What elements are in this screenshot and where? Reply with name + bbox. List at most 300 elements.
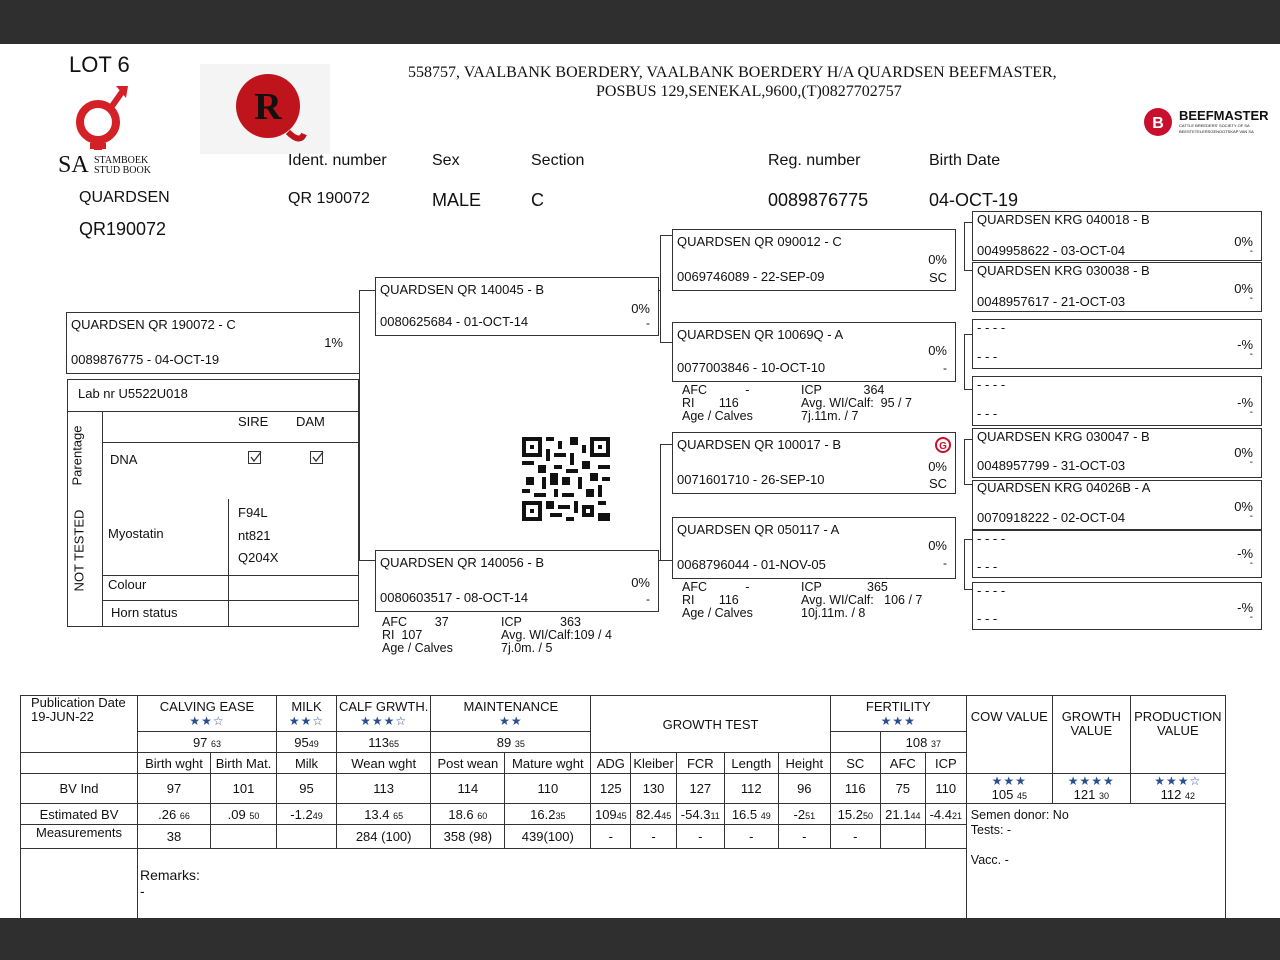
dd-dash: - — [943, 556, 947, 570]
connector — [359, 290, 375, 291]
g1-reg: 0049958622 - 03-OCT-04 — [977, 243, 1126, 258]
growth-value-header: GROWTH VALUE — [1052, 696, 1130, 774]
pedigree-gg-1 — [972, 211, 1262, 261]
g3-pct: -% — [1237, 337, 1253, 352]
g5-name: QUARDSEN KRG 030047 - B — [977, 429, 1150, 444]
ebv-cell — [431, 804, 505, 825]
dd-icp: 365 — [867, 580, 888, 594]
growth-acc: 30 — [1098, 791, 1109, 801]
cow-stars: ★★★ — [991, 774, 1027, 788]
sel-calf-value: 113 — [368, 734, 390, 750]
ebv-acc: 65 — [393, 810, 404, 821]
meas-cell: - — [676, 825, 724, 849]
milk-stars: ★★☆ — [288, 713, 325, 728]
dd-afc: - — [745, 580, 750, 594]
calving-stars: ★★☆ — [189, 713, 225, 728]
cow-acc: 45 — [1016, 791, 1027, 801]
sex-label: Sex — [432, 152, 460, 169]
meas-cell — [211, 825, 277, 849]
growth-value-cell — [1052, 774, 1130, 804]
studbook-line2: STUD BOOK — [94, 165, 151, 176]
calf-stars: ★★★☆ — [360, 713, 408, 728]
meas-cell: - — [631, 825, 676, 849]
col-header: ADG — [591, 753, 631, 774]
remarks-cell — [138, 849, 967, 919]
qr-code-icon — [522, 437, 610, 521]
meas-cell: 38 — [138, 825, 211, 849]
sd-stats-right — [801, 384, 912, 423]
dam-afc-label: AFC — [382, 615, 407, 629]
g3-reg: - - - — [977, 349, 998, 364]
meas-cell — [880, 825, 925, 849]
cow-value-header: COW VALUE — [966, 696, 1052, 774]
sire-dash: - — [646, 316, 650, 330]
pedigree-gg-5 — [972, 428, 1262, 478]
g5-pct: 0% — [1234, 445, 1253, 460]
beefmaster-sub2: BEESTETELERSGENOOTSKAP VAN SA — [1179, 129, 1254, 134]
dd-name: QUARDSEN QR 050117 - A — [677, 522, 840, 537]
sd-afc: - — [745, 383, 750, 397]
g4-reg: - - - — [977, 406, 998, 421]
pedigree-dam-sire — [672, 432, 956, 494]
meas-cell: - — [778, 825, 830, 849]
meas-cell: 284 (100) — [337, 825, 431, 849]
vacc-text: Vacc. - — [970, 853, 1009, 867]
ebv-value: -4.4 — [929, 806, 952, 822]
col-header: Mature wght — [505, 753, 591, 774]
connector — [964, 270, 972, 271]
pedigree-gg-2 — [972, 262, 1262, 312]
g8-name: - - - - — [977, 583, 1006, 598]
ident-label: Ident. number — [288, 152, 387, 169]
parentage-panel — [67, 411, 359, 501]
bv-ind-cell: 101 — [211, 774, 277, 804]
sire-name: QUARDSEN QR 140045 - B — [380, 282, 545, 297]
ebv-value: -2 — [793, 806, 806, 822]
ebv-cell — [880, 804, 925, 825]
dd-stats — [682, 581, 753, 620]
connector — [964, 334, 972, 335]
myostatin-nt821: nt821 — [238, 528, 271, 543]
remarks-label: Remarks: — [140, 867, 200, 883]
meas-cell — [925, 825, 966, 849]
ebv-value: 16.2 — [530, 806, 556, 822]
myostatin-label: Myostatin — [108, 526, 164, 541]
sel-maint — [431, 732, 591, 753]
calf-label: CALF GRWTH. — [339, 698, 429, 714]
connector — [660, 235, 672, 236]
dd-avg: 106 / 7 — [884, 593, 923, 607]
ebv-value: 15.2 — [837, 806, 863, 822]
maintenance-stars: ★★ — [499, 713, 523, 728]
pedigree-gg-4 — [972, 376, 1262, 426]
g8-dash: - — [1249, 612, 1253, 623]
studbook-label — [94, 156, 151, 176]
dam-column-label: DAM — [296, 414, 325, 429]
ebv-value: 13.4 — [364, 806, 390, 822]
ebv-acc: 11 — [710, 810, 720, 821]
sel-milk — [277, 732, 337, 753]
sel-milk-acc: 49 — [308, 738, 319, 749]
sd-avg-label: Avg. WI/Calf: — [801, 396, 874, 410]
ebv-acc: 44 — [910, 810, 921, 821]
beefmaster-logo — [1143, 106, 1268, 138]
beefmaster-name: BEEFMASTER — [1179, 108, 1269, 123]
g5-dash: - — [1249, 457, 1253, 468]
self-reg: 0089876775 - 04-OCT-19 — [71, 352, 220, 367]
ds-reg: 0071601710 - 26-SEP-10 — [677, 472, 825, 487]
connector — [964, 539, 972, 540]
meas-cell — [277, 825, 337, 849]
dd-ri-label: RI — [682, 593, 695, 607]
divider — [228, 499, 229, 626]
g2-pct: 0% — [1234, 281, 1253, 296]
production-value-cell — [1130, 774, 1225, 804]
ebv-value: 18.6 — [448, 806, 474, 822]
beefmaster-sub1: CATTLE BREEDERS' SOCIETY OF SA — [1179, 123, 1250, 128]
bv-ind-cell: 125 — [591, 774, 631, 804]
ebv-label: Estimated BV — [21, 804, 138, 825]
ss-name: QUARDSEN QR 090012 - C — [677, 234, 842, 249]
divider — [102, 600, 358, 601]
growth-stars: ★★★★ — [1067, 774, 1115, 788]
bv-ind-cell: 113 — [337, 774, 431, 804]
not-tested-label: NOT TESTED — [71, 509, 87, 592]
svg-text:B: B — [1152, 115, 1164, 132]
meas-cell: - — [724, 825, 778, 849]
connector — [964, 484, 972, 485]
col-header: FCR — [676, 753, 724, 774]
connector — [964, 334, 965, 389]
myostatin-q204x: Q204X — [238, 550, 279, 565]
section-label: Section — [531, 152, 585, 169]
semen-donor: Semen donor: No — [970, 808, 1069, 822]
self-name: QUARDSEN QR 190072 - C — [71, 317, 236, 332]
cow-value: 105 — [991, 787, 1014, 802]
dna-dam-checkbox-icon — [310, 451, 324, 465]
maintenance-header — [431, 696, 591, 732]
divider — [102, 575, 358, 576]
meas-cell: - — [591, 825, 631, 849]
dd-ri: 116 — [718, 593, 739, 607]
ebv-cell — [631, 804, 676, 825]
bv-ind-cell: 110 — [925, 774, 966, 804]
sd-icp: 364 — [863, 383, 885, 397]
g6-pct: 0% — [1234, 499, 1253, 514]
birth-value: 04-OCT-19 — [929, 190, 1019, 210]
connector — [964, 539, 965, 589]
ebv-cell — [337, 804, 431, 825]
production-value-header: PRODUCTION VALUE — [1130, 696, 1225, 774]
sel-label-cell — [21, 753, 138, 774]
dam-pct: 0% — [631, 575, 650, 590]
bv-ind-cell: 97 — [138, 774, 211, 804]
ds-name: QUARDSEN QR 100017 - B — [677, 437, 842, 452]
ebv-acc: 51 — [805, 810, 816, 821]
ebv-cell — [277, 804, 337, 825]
section-value: C — [531, 190, 544, 210]
dd-afc-label: AFC — [682, 580, 707, 594]
ebv-acc: 21 — [951, 810, 962, 821]
dd-age-label: Age / Calves — [682, 606, 753, 620]
maintenance-label: MAINTENANCE — [463, 698, 559, 714]
g1-pct: 0% — [1234, 234, 1253, 249]
dam-reg: 0080603517 - 08-OCT-14 — [380, 590, 529, 605]
connector — [660, 560, 672, 561]
self-pct: 1% — [324, 335, 343, 350]
connector — [964, 439, 965, 484]
dam-stats-right — [501, 616, 612, 655]
genomic-badge-letter: G — [939, 441, 947, 452]
ebv-value: .26 — [158, 806, 177, 822]
dna-sire-checkbox-icon — [248, 451, 262, 465]
ebv-cell — [830, 804, 880, 825]
bv-ind-cell: 127 — [676, 774, 724, 804]
fertility-stars: ★★★ — [880, 713, 916, 728]
sel-fert-value: 108 — [905, 734, 928, 750]
bv-ind-cell: 130 — [631, 774, 676, 804]
col-header: Milk — [277, 753, 337, 774]
col-header: Wean wght — [337, 753, 431, 774]
publication-date: 19-JUN-22 — [31, 709, 94, 724]
bv-ind-cell: 114 — [431, 774, 505, 804]
bv-ind-cell: 95 — [277, 774, 337, 804]
reg-label: Reg. number — [768, 152, 861, 169]
animal-code: QR190072 — [79, 219, 167, 239]
sd-dash: - — [943, 361, 947, 375]
ebv-cell — [778, 804, 830, 825]
sd-age: 7j.11m. / 7 — [801, 409, 859, 423]
sd-pct: 0% — [928, 343, 947, 358]
divider — [102, 442, 358, 443]
sd-ri: 116 — [718, 396, 739, 410]
sel-maint-value: 89 — [496, 734, 512, 750]
sel-calf — [337, 732, 431, 753]
ds-extra: SC — [928, 476, 947, 491]
production-stars: ★★★☆ — [1154, 774, 1202, 788]
pedigree-gg-3 — [972, 319, 1262, 369]
ebv-cell — [724, 804, 778, 825]
g2-dash: - — [1249, 293, 1253, 304]
sel-calf-acc: 65 — [389, 738, 400, 749]
breeder-line1: 558757, VAALBANK BOERDERY, VAALBANK BOERDERY H/A QUARDSEN BEEFMASTER, — [408, 64, 1057, 81]
reg-value: 0089876775 — [768, 190, 869, 210]
bv-ind-cell: 75 — [880, 774, 925, 804]
col-header: Post wean — [431, 753, 505, 774]
g2-name: QUARDSEN KRG 030038 - B — [977, 263, 1150, 278]
ebv-acc: 45 — [616, 810, 627, 821]
fertility-label: FERTILITY — [865, 698, 931, 714]
horn-status-label: Horn status — [111, 605, 178, 620]
ebv-acc: 50 — [249, 810, 260, 821]
dam-stats — [382, 616, 453, 655]
tests-text: Tests: - — [970, 823, 1012, 837]
production-acc: 42 — [1184, 791, 1195, 801]
growth-value: 121 — [1073, 787, 1096, 802]
sd-stats — [682, 384, 753, 423]
meas-cell: - — [830, 825, 880, 849]
dna-label: DNA — [110, 452, 138, 467]
measurements-label: Measurements — [21, 825, 138, 849]
bv-ind-cell: 96 — [778, 774, 830, 804]
pedigree-sire-sire — [672, 229, 956, 291]
ebv-value: .09 — [227, 806, 246, 822]
connector — [964, 389, 972, 390]
lab-number: Lab nr U5522U018 — [78, 386, 188, 401]
dd-icp-label: ICP — [801, 580, 822, 594]
sd-reg: 0077003846 - 10-OCT-10 — [677, 360, 826, 375]
connector — [660, 342, 672, 343]
sel-calving-value: 97 — [192, 734, 208, 750]
ss-pct: 0% — [928, 252, 947, 267]
bv-ind-cell: 110 — [505, 774, 591, 804]
sd-ri-label: RI — [682, 396, 695, 410]
sd-age-label: Age / Calves — [682, 409, 753, 423]
dam-icp: 363 — [560, 615, 581, 629]
ebv-acc: 45 — [661, 810, 672, 821]
animal-name: QUARDSEN — [79, 189, 170, 206]
connector — [359, 560, 375, 561]
connector — [660, 444, 661, 560]
ident-value: QR 190072 — [288, 190, 370, 207]
g3-name: - - - - — [977, 320, 1006, 335]
g7-pct: -% — [1237, 546, 1253, 561]
dam-icp-label: ICP — [501, 615, 522, 629]
lab-header — [67, 379, 359, 413]
g1-name: QUARDSEN KRG 040018 - B — [977, 212, 1150, 227]
sel-fert — [880, 732, 966, 753]
sd-name: QUARDSEN QR 10069Q - A — [677, 327, 844, 342]
connector — [964, 222, 972, 223]
pedigree-gg-7 — [972, 530, 1262, 578]
ebv-value: -1.2 — [290, 806, 313, 822]
dd-reg: 0068796044 - 01-NOV-05 — [677, 557, 826, 572]
pedigree-gg-6 — [972, 480, 1262, 530]
sel-calving — [138, 732, 277, 753]
connector — [660, 235, 661, 342]
growth-test-header: GROWTH TEST — [591, 696, 830, 753]
studbook-line1: STAMBOEK — [94, 155, 149, 166]
g6-name: QUARDSEN KRG 04026B - A — [977, 480, 1151, 495]
ebv-acc: 35 — [555, 810, 566, 821]
sel-fert-spacer — [830, 732, 880, 753]
connector — [964, 439, 972, 440]
milk-label: MILK — [291, 698, 322, 714]
sire-reg: 0080625684 - 01-OCT-14 — [380, 314, 529, 329]
g8-reg: - - - — [977, 611, 998, 626]
tests-panel — [67, 499, 359, 627]
publication-label: Publication Date — [31, 695, 126, 710]
dd-age: 10j.11m. / 8 — [801, 606, 866, 620]
myostatin-f94l: F94L — [238, 505, 268, 520]
calving-label: CALVING EASE — [159, 698, 255, 714]
parentage-label: Parentage — [69, 425, 85, 486]
meas-cell: 439(100) — [505, 825, 591, 849]
ebv-cell — [211, 804, 277, 825]
ebv-value: -54.3 — [680, 806, 711, 822]
dam-age-label: Age / Calves — [382, 641, 453, 655]
pedigree-self — [66, 312, 360, 374]
ss-extra: SC — [928, 270, 947, 285]
fertility-header — [830, 696, 966, 732]
breeder-emblem-icon — [200, 64, 330, 154]
bv-ind-label: BV Ind — [21, 774, 138, 804]
sel-fert-acc: 37 — [930, 738, 941, 749]
connector — [964, 589, 972, 590]
lot-number: LOT 6 — [69, 52, 130, 77]
ebv-value: 82.4 — [635, 806, 662, 822]
col-header: Birth wght — [138, 753, 211, 774]
bv-ind-cell: 112 — [724, 774, 778, 804]
g2-reg: 0048957617 - 21-OCT-03 — [977, 294, 1126, 309]
beefmaster-emblem-icon — [1143, 107, 1173, 137]
ebv-value: 109 — [594, 806, 617, 822]
ebv-cell — [505, 804, 591, 825]
cow-value-cell — [966, 774, 1052, 804]
ebv-cell — [676, 804, 724, 825]
pedigree-sire — [375, 277, 659, 336]
pedigree-dam — [375, 550, 659, 612]
divider — [102, 412, 103, 500]
ebv-cell — [591, 804, 631, 825]
sex-value: MALE — [432, 190, 482, 210]
sel-milk-value: 95 — [294, 734, 309, 750]
ebv-acc: 66 — [179, 810, 190, 821]
calving-header — [138, 696, 277, 732]
ss-reg: 0069746089 - 22-SEP-09 — [677, 269, 825, 284]
g4-dash: - — [1249, 407, 1253, 418]
g7-reg: - - - — [977, 559, 998, 574]
ebv-cell — [138, 804, 211, 825]
dam-avg-label: Avg. WI/Calf: — [501, 628, 574, 642]
dam-ri-label: RI — [382, 628, 395, 642]
pedigree-sire-dam — [672, 322, 956, 382]
col-header: ICP — [925, 753, 966, 774]
dam-avg: 109 / 4 — [573, 628, 612, 642]
g7-name: - - - - — [977, 531, 1006, 546]
g8-pct: -% — [1237, 600, 1253, 615]
sel-maint-acc: 35 — [514, 738, 525, 749]
g5-reg: 0048957799 - 31-OCT-03 — [977, 458, 1126, 473]
ebv-acc: 49 — [312, 810, 323, 821]
genomic-badge-icon — [935, 437, 951, 453]
publication-cell — [21, 696, 138, 753]
col-header: Length — [724, 753, 778, 774]
ebv-acc: 49 — [760, 810, 771, 821]
notes-cell — [966, 804, 1225, 919]
dd-stats-right — [801, 581, 922, 620]
col-header: Kleiber — [631, 753, 676, 774]
sire-pct: 0% — [631, 301, 650, 316]
sd-afc-label: AFC — [682, 383, 707, 397]
ebv-acc: 60 — [477, 810, 488, 821]
ebv-value: 21.1 — [885, 806, 911, 822]
dam-name: QUARDSEN QR 140056 - B — [380, 555, 545, 570]
studbook-prefix: SA — [58, 152, 89, 178]
g6-dash: - — [1249, 511, 1253, 522]
birth-label: Birth Date — [929, 152, 1001, 169]
certificate-page — [0, 44, 1280, 918]
col-header: Birth Mat. — [211, 753, 277, 774]
meas-cell: 358 (98) — [431, 825, 505, 849]
g1-dash: - — [1249, 246, 1253, 257]
remarks-spacer — [21, 849, 138, 919]
connector — [964, 222, 965, 270]
remarks-value: - — [140, 883, 145, 899]
divider — [102, 499, 103, 626]
dam-dash: - — [646, 592, 650, 606]
col-header: SC — [830, 753, 880, 774]
